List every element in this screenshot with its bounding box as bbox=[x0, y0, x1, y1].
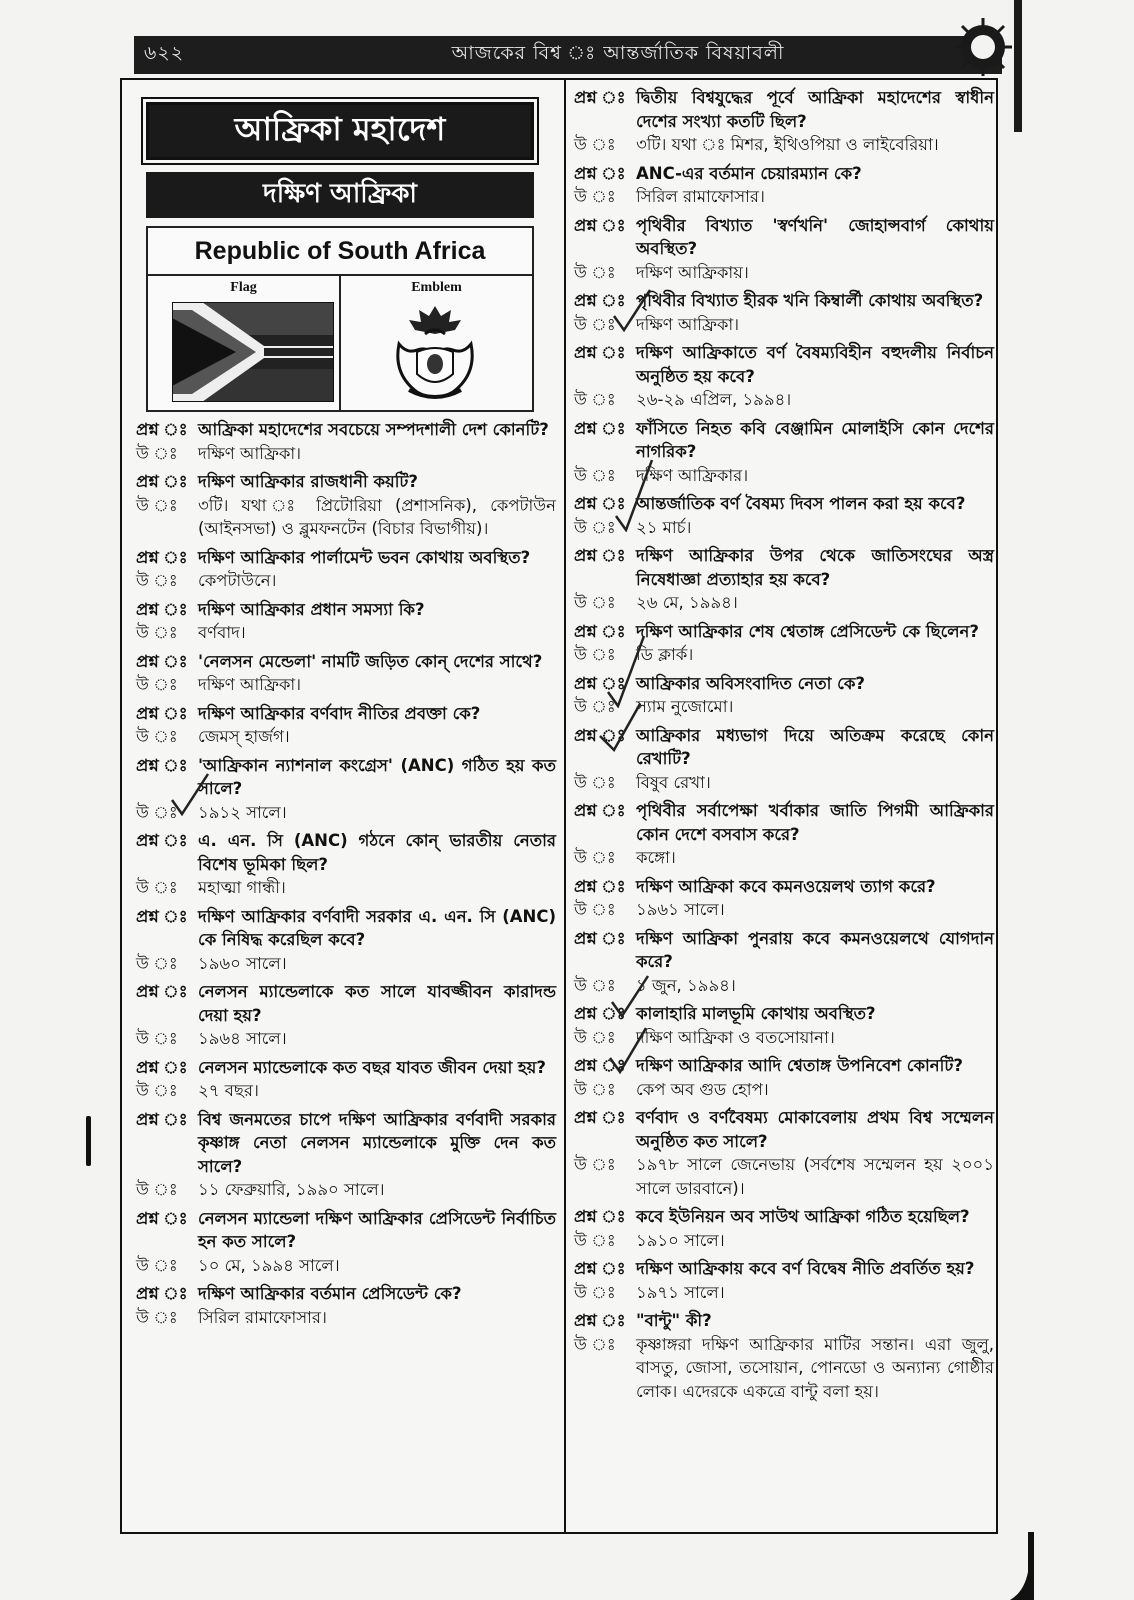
question-text: কালাহারি মালভূমি কোথায় অবস্থিত? bbox=[636, 1004, 876, 1023]
answer-text: ২৬-২৯ এপ্রিল, ১৯৯৪। bbox=[636, 390, 792, 409]
question-row bbox=[574, 927, 994, 974]
answer-text: কেপটাউনে। bbox=[198, 571, 277, 590]
answer-text: ১১ ফেব্রুয়ারি, ১৯৯০ সালে। bbox=[198, 1180, 385, 1199]
question-text: আফ্রিকা মহাদেশের সবচেয়ে সম্পদশালী দেশ কোনটি? bbox=[198, 420, 549, 439]
flag-cell bbox=[148, 276, 339, 412]
question-marker: প্রশ্ন ঃ bbox=[574, 673, 626, 693]
question-text: নেলসন ম্যান্ডেলা দক্ষিণ আফ্রিকার প্রেসিডেন্ট নির্বাচিত হন কত সালে? bbox=[198, 1208, 556, 1251]
question-text: দক্ষিণ আফ্রিকা কবে কমনওয়েলথ ত্যাগ করে? bbox=[636, 876, 936, 896]
answer-marker: উ ঃ bbox=[574, 1334, 616, 1354]
question-text: দক্ষিণ আফ্রিকা পুনরায় কবে কমনওয়েলথে যোগদান করে? bbox=[636, 928, 994, 971]
margin-bracket bbox=[86, 1116, 91, 1166]
question-marker: প্রশ্ন ঃ bbox=[574, 1311, 626, 1330]
question-row bbox=[574, 341, 994, 388]
answer-marker: উ ঃ bbox=[136, 1081, 178, 1100]
answer-row bbox=[574, 1153, 994, 1200]
question-text: দক্ষিণ আফ্রিকায় কবে বর্ণ বিদ্বেষ নীতি প্রবর্তিত হয়? bbox=[636, 1259, 975, 1278]
question-text: 'নেলসন মেন্ডেলা' নামটি জড়িত কোন্ দেশের সাথে? bbox=[198, 651, 543, 671]
emblem-label: Emblem bbox=[411, 280, 462, 295]
answer-marker: উ ঃ bbox=[136, 443, 178, 463]
question-row bbox=[136, 650, 556, 674]
question-row bbox=[136, 980, 556, 1027]
answer-marker: উ ঃ bbox=[136, 623, 178, 642]
question-marker: প্রশ্ন ঃ bbox=[136, 755, 188, 775]
question-row bbox=[574, 799, 994, 846]
answer-row bbox=[136, 569, 556, 593]
answer-text: কেপ অব গুড হোপ। bbox=[636, 1079, 769, 1099]
answer-marker: উ ঃ bbox=[574, 135, 616, 154]
question-text: কবে ইউনিয়ন অব সাউথ আফ্রিকা গঠিত হয়েছিল? bbox=[636, 1207, 970, 1226]
answer-row bbox=[574, 771, 994, 795]
question-marker: প্রশ্ন ঃ bbox=[136, 1109, 188, 1129]
pen-tick-mark bbox=[612, 456, 656, 532]
coat-of-arms-icon bbox=[379, 298, 491, 406]
answer-marker: উ ঃ bbox=[574, 1230, 616, 1250]
question-text: আফ্রিকার অবিসংবাদিত নেতা কে? bbox=[636, 673, 865, 693]
question-text: 'আফ্রিকান ন্যাশনাল কংগ্রেস' (ANC) গঠিত হয় কত সালে? bbox=[198, 755, 556, 798]
answer-row bbox=[574, 1281, 994, 1305]
answer-marker: উ ঃ bbox=[136, 571, 178, 590]
answer-marker: উ ঃ bbox=[574, 645, 616, 664]
answer-marker: উ ঃ bbox=[136, 1307, 178, 1327]
answer-row bbox=[136, 494, 556, 541]
answer-row bbox=[136, 621, 556, 645]
answer-text: কঙ্গো। bbox=[636, 848, 676, 867]
answer-text: দক্ষিণ আফ্রিকার। bbox=[636, 465, 749, 485]
question-marker: প্রশ্ন ঃ bbox=[574, 163, 626, 183]
question-text: বর্ণবাদ ও বর্ণবৈষম্য মোকাবেলায় প্রথম বিশ্ব সম্মেলন অনুষ্ঠিত কত সালে? bbox=[636, 1108, 994, 1151]
question-marker: প্রশ্ন ঃ bbox=[574, 215, 626, 235]
answer-marker: উ ঃ bbox=[136, 878, 178, 897]
question-text: ফাঁসিতে নিহত কবি বেঞ্জামিন মোলাইসি কোন দেশের নাগরিক? bbox=[636, 418, 994, 461]
question-marker: প্রশ্ন ঃ bbox=[574, 1259, 626, 1278]
question-text: দক্ষিণ আফ্রিকার উপর থেকে জাতিসংঘের অস্ত্র নিষেধাজ্ঞা প্রত্যাহার হয় কবে? bbox=[636, 546, 994, 589]
question-row bbox=[574, 1106, 994, 1153]
answer-marker: উ ঃ bbox=[136, 727, 178, 746]
question-marker: প্রশ্ন ঃ bbox=[574, 1056, 626, 1075]
answer-row bbox=[574, 261, 994, 285]
answer-row bbox=[136, 952, 556, 976]
answer-text: ২৬ মে, ১৯৯৪। bbox=[636, 593, 738, 612]
answer-text: কৃষ্ণাঙ্গরা দক্ষিণ আফ্রিকার মাটির সন্তান। এরা জুলু, বাসতু, জোসা, তসোয়ান, পোনডো ও অন্যান্য গোষ্ঠীর লোক। এদেরকে একত্রে বান্টু বলা হয়। bbox=[636, 1334, 994, 1401]
answer-marker: উ ঃ bbox=[574, 262, 616, 282]
question-row bbox=[574, 875, 994, 899]
question-marker: প্রশ্ন ঃ bbox=[136, 906, 188, 926]
question-row bbox=[136, 1056, 556, 1080]
question-marker: প্রশ্ন ঃ bbox=[574, 1108, 626, 1127]
question-text: পৃথিবীর বিখ্যাত হীরক খনি কিম্বার্লী কোথায় অবস্থিত? bbox=[636, 291, 984, 310]
question-row bbox=[574, 86, 994, 133]
question-text: দ্বিতীয় বিশ্বযুদ্ধের পূর্বে আফ্রিকা মহাদেশের স্বাধীন দেশের সংখ্যা কতটি ছিল? bbox=[636, 88, 994, 131]
question-marker: প্রশ্ন ঃ bbox=[574, 494, 626, 513]
question-marker: প্রশ্ন ঃ bbox=[574, 291, 626, 310]
column-divider bbox=[564, 80, 566, 1532]
south-africa-flag-icon bbox=[172, 302, 334, 402]
answer-row bbox=[574, 1229, 994, 1253]
flag-label: Flag bbox=[230, 280, 257, 295]
answer-row bbox=[136, 725, 556, 749]
pen-tick-mark bbox=[610, 286, 654, 334]
question-marker: প্রশ্ন ঃ bbox=[574, 801, 626, 820]
question-marker: প্রশ্ন ঃ bbox=[574, 1004, 626, 1023]
answer-row bbox=[574, 846, 994, 870]
answer-marker: উ ঃ bbox=[574, 697, 616, 716]
answer-row bbox=[136, 1306, 556, 1330]
answer-row bbox=[574, 898, 994, 922]
page-corner-mark bbox=[1010, 1532, 1034, 1600]
answer-marker: উ ঃ bbox=[574, 848, 616, 867]
answer-text: ২৭ বছর। bbox=[198, 1081, 259, 1100]
question-marker: প্রশ্ন ঃ bbox=[136, 420, 188, 439]
pen-tick-mark bbox=[604, 632, 648, 708]
question-row bbox=[136, 1207, 556, 1254]
answer-marker: উ ঃ bbox=[574, 390, 616, 409]
question-text: নেলসন ম্যান্ডেলাকে কত বছর যাবত জীবন দেয়া হয়? bbox=[198, 1057, 546, 1077]
answer-marker: উ ঃ bbox=[574, 1027, 616, 1047]
chapter-title: আফ্রিকা মহাদেশ bbox=[146, 102, 534, 160]
question-text: দক্ষিণ আফ্রিকার আদি শ্বেতাঙ্গ উপনিবেশ কোনটি? bbox=[636, 1056, 963, 1075]
question-marker: প্রশ্ন ঃ bbox=[136, 1057, 188, 1077]
left-qa-list bbox=[136, 418, 556, 1334]
pen-tick-mark bbox=[606, 1024, 650, 1076]
answer-text: ডি ক্লার্ক। bbox=[636, 645, 694, 664]
answer-marker: উ ঃ bbox=[574, 975, 616, 995]
question-text: দক্ষিণ আফ্রিকার শেষ শ্বেতাঙ্গ প্রেসিডেন্ট কে ছিলেন? bbox=[636, 621, 979, 641]
answer-row bbox=[574, 1333, 994, 1404]
answer-text: ১৯৬৪ সালে। bbox=[198, 1029, 287, 1048]
question-text: দক্ষিণ আফ্রিকার প্রধান সমস্যা কি? bbox=[198, 599, 425, 619]
question-row bbox=[136, 1282, 556, 1306]
page-number: ৬২২ bbox=[144, 42, 185, 64]
country-name: Republic of South Africa bbox=[148, 228, 532, 276]
answer-row bbox=[574, 133, 994, 157]
answer-marker: উ ঃ bbox=[574, 1079, 616, 1099]
answer-text: ১৯৭৮ সালে জেনেভায় (সর্বশেষ সম্মেলন হয় ২০০১ সালে ডারবানে)। bbox=[636, 1155, 994, 1198]
question-row bbox=[574, 1257, 994, 1281]
question-row bbox=[136, 470, 556, 494]
page-header bbox=[134, 36, 1002, 74]
answer-text: ৩টি। যথা ঃ মিশর, ইথিওপিয়া ও লাইবেরিয়া। bbox=[636, 135, 939, 154]
question-marker: প্রশ্ন ঃ bbox=[574, 1207, 626, 1226]
answer-row bbox=[574, 591, 994, 615]
answer-marker: উ ঃ bbox=[136, 1255, 178, 1275]
question-text: আন্তর্জাতিক বর্ণ বৈষম্য দিবস পালন করা হয় কবে? bbox=[636, 494, 966, 513]
question-marker: প্রশ্ন ঃ bbox=[136, 1208, 188, 1228]
question-row bbox=[136, 829, 556, 876]
answer-text: সিরিল রামাফোসার। bbox=[198, 1307, 327, 1327]
answer-marker: উ ঃ bbox=[136, 1029, 178, 1048]
answer-marker: উ ঃ bbox=[574, 900, 616, 919]
question-marker: প্রশ্ন ঃ bbox=[574, 876, 626, 896]
question-text: দক্ষিণ আফ্রিকার রাজধানী কয়টি? bbox=[198, 472, 418, 491]
answer-text: দক্ষিণ আফ্রিকা ও বতসোয়ানা। bbox=[636, 1027, 835, 1047]
question-text: ANC-এর বর্তমান চেয়ারম্যান কে? bbox=[636, 163, 862, 183]
question-row bbox=[136, 598, 556, 622]
answer-text: দক্ষিণ আফ্রিকা। bbox=[636, 314, 740, 334]
answer-row bbox=[574, 185, 994, 209]
question-text: দক্ষিণ আফ্রিকার পার্লামেন্ট ভবন কোথায় অবস্থিত? bbox=[198, 547, 531, 567]
answer-marker: উ ঃ bbox=[574, 1282, 616, 1302]
answer-text: ১৯১২ সালে। bbox=[198, 802, 287, 822]
question-row bbox=[136, 546, 556, 570]
question-row bbox=[136, 418, 556, 442]
question-marker: প্রশ্ন ঃ bbox=[136, 651, 188, 671]
answer-marker: উ ঃ bbox=[574, 517, 616, 537]
pen-tick-mark bbox=[608, 972, 652, 1020]
answer-text: দক্ষিণ আফ্রিকা। bbox=[198, 443, 302, 463]
question-row bbox=[136, 1108, 556, 1179]
answer-text: বিষুব রেখা। bbox=[636, 772, 711, 792]
answer-marker: উ ঃ bbox=[574, 1155, 616, 1174]
answer-marker: উ ঃ bbox=[136, 1180, 178, 1199]
question-text: দক্ষিণ আফ্রিকার বর্তমান প্রেসিডেন্ট কে? bbox=[198, 1284, 462, 1303]
running-title: আজকের বিশ্ব ঃ আন্তর্জাতিক বিষয়াবলী bbox=[451, 42, 785, 64]
answer-row bbox=[136, 1027, 556, 1051]
answer-text: ৩টি। যথা ঃ প্রিটোরিয়া (প্রশাসনিক), কেপটাউন (আইনসভা) ও ব্লুমফনটেন (বিচার বিভাগীয়)। bbox=[198, 495, 556, 538]
question-text: এ. এন. সি (ANC) গঠনে কোন্ ভারতীয় নেতার বিশেষ ভূমিকা ছিল? bbox=[198, 831, 556, 874]
answer-row bbox=[136, 1254, 556, 1278]
emblem-cell bbox=[339, 276, 532, 412]
answer-marker: উ ঃ bbox=[574, 187, 616, 206]
answer-text: ১৯৬১ সালে। bbox=[636, 900, 725, 919]
question-row bbox=[574, 544, 994, 591]
question-marker: প্রশ্ন ঃ bbox=[136, 547, 188, 567]
question-marker: প্রশ্ন ঃ bbox=[574, 546, 626, 565]
publisher-logo-icon bbox=[950, 14, 1016, 80]
answer-row bbox=[574, 388, 994, 412]
question-text: দক্ষিণ আফ্রিকাতে বর্ণ বৈষম্যবিহীন বহুদলীয় নির্বাচন অনুষ্ঠিত হয় কবে? bbox=[636, 343, 994, 386]
answer-marker: উ ঃ bbox=[136, 802, 178, 822]
answer-text: ১ জুন, ১৯৯৪। bbox=[636, 975, 736, 995]
question-marker: প্রশ্ন ঃ bbox=[574, 88, 626, 107]
pen-tick-mark bbox=[596, 700, 644, 756]
question-text: পৃথিবীর সর্বাপেক্ষা খর্বাকার জাতি পিগমী আফ্রিকার কোন দেশে বসবাস করে? bbox=[636, 801, 994, 844]
question-marker: প্রশ্ন ঃ bbox=[574, 928, 626, 948]
answer-marker: উ ঃ bbox=[574, 314, 616, 334]
question-marker: প্রশ্ন ঃ bbox=[136, 982, 188, 1001]
question-marker: প্রশ্ন ঃ bbox=[136, 599, 188, 619]
pen-tick-mark bbox=[168, 770, 212, 818]
question-marker: প্রশ্ন ঃ bbox=[136, 703, 188, 723]
section-title: দক্ষিণ আফ্রিকা bbox=[146, 172, 534, 218]
answer-row bbox=[136, 876, 556, 900]
answer-text: স্যাম নুজোমো। bbox=[636, 697, 734, 716]
answer-marker: উ ঃ bbox=[574, 465, 616, 485]
answer-row bbox=[136, 1079, 556, 1103]
answer-text: ২১ মার্চ। bbox=[636, 517, 692, 537]
answer-marker: উ ঃ bbox=[574, 593, 616, 612]
question-text: দক্ষিণ আফ্রিকার বর্ণবাদ নীতির প্রবক্তা কে? bbox=[198, 703, 481, 723]
question-marker: প্রশ্ন ঃ bbox=[136, 831, 188, 850]
content-frame bbox=[120, 78, 998, 1534]
question-text: দক্ষিণ আফ্রিকার বর্ণবাদী সরকার এ. এন. সি (ANC) কে নিষিদ্ধ করেছিল কবে? bbox=[198, 906, 556, 949]
question-row bbox=[574, 162, 994, 186]
country-card bbox=[146, 226, 534, 412]
question-text: নেলসন ম্যান্ডেলাকে কত সালে যাবজ্জীবন কারাদন্ড দেয়া হয়? bbox=[198, 982, 556, 1025]
question-text: বিশ্ব জনমতের চাপে দক্ষিণ আফ্রিকার বর্ণবাদী সরকার কৃষ্ণাঙ্গ নেতা নেলসন ম্যান্ডেলাকে মুক্তি দেন কত সালে? bbox=[198, 1109, 556, 1176]
answer-text: দক্ষিণ আফ্রিকা। bbox=[198, 675, 302, 694]
answer-text: জেমস্ হার্জগ। bbox=[198, 727, 290, 746]
question-text: "বান্টু" কী? bbox=[636, 1311, 712, 1330]
answer-text: ১০ মে, ১৯৯৪ সালে। bbox=[198, 1255, 340, 1275]
answer-text: বর্ণবাদ। bbox=[198, 623, 246, 642]
answer-row bbox=[136, 442, 556, 466]
question-text: আফ্রিকার মধ্যভাগ দিয়ে অতিক্রম করেছে কোন রেখাটি? bbox=[636, 725, 994, 768]
question-marker: প্রশ্ন ঃ bbox=[574, 621, 626, 641]
question-marker: প্রশ্ন ঃ bbox=[136, 1284, 188, 1303]
answer-marker: উ ঃ bbox=[136, 675, 178, 694]
answer-marker: উ ঃ bbox=[136, 495, 178, 515]
answer-text: ১৯৭১ সালে। bbox=[636, 1282, 725, 1302]
question-marker: প্রশ্ন ঃ bbox=[574, 725, 626, 745]
answer-row bbox=[136, 1178, 556, 1202]
answer-marker: উ ঃ bbox=[136, 953, 178, 973]
question-row bbox=[136, 905, 556, 952]
question-marker: প্রশ্ন ঃ bbox=[574, 343, 626, 362]
answer-row bbox=[136, 673, 556, 697]
answer-text: মহাত্মা গান্ধী। bbox=[198, 878, 286, 897]
question-row bbox=[136, 702, 556, 726]
question-row bbox=[574, 1205, 994, 1229]
answer-row bbox=[574, 1078, 994, 1102]
answer-marker: উ ঃ bbox=[574, 772, 616, 792]
question-row bbox=[574, 1309, 994, 1333]
question-row bbox=[574, 214, 994, 261]
answer-text: ১৯৬০ সালে। bbox=[198, 953, 287, 973]
answer-text: সিরিল রামাফোসার। bbox=[636, 187, 765, 206]
question-marker: প্রশ্ন ঃ bbox=[136, 472, 188, 491]
question-text: পৃথিবীর বিখ্যাত 'স্বর্ণখনি' জোহান্সবার্গ কোথায় অবস্থিত? bbox=[636, 215, 994, 258]
answer-text: ১৯১০ সালে। bbox=[636, 1230, 725, 1250]
question-marker: প্রশ্ন ঃ bbox=[574, 418, 626, 438]
answer-text: দক্ষিণ আফ্রিকায়। bbox=[636, 262, 749, 282]
